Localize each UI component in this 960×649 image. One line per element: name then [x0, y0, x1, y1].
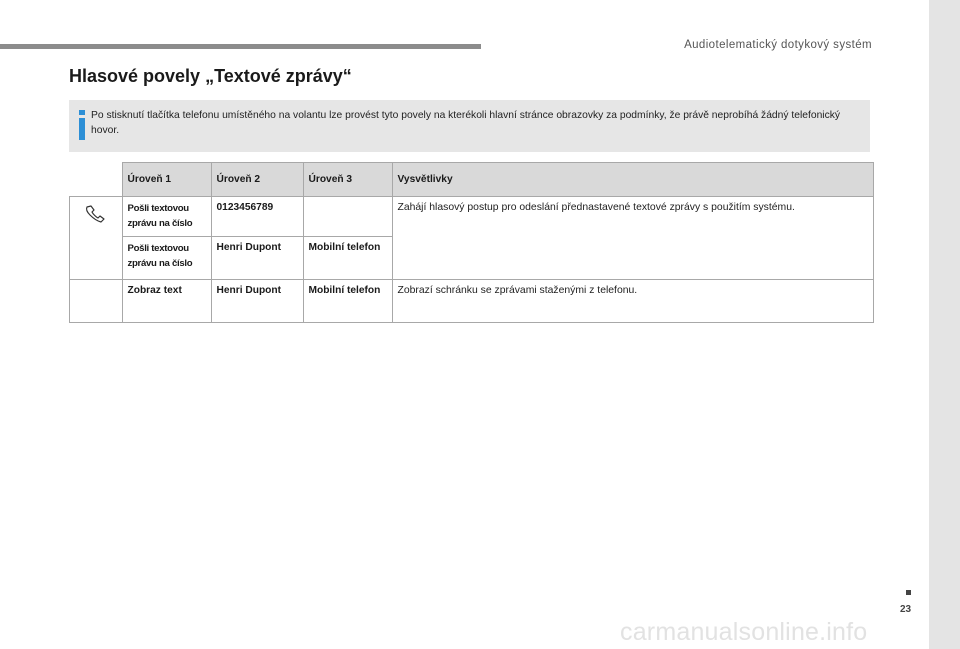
watermark-text: carmanualsonline.info: [620, 618, 868, 646]
header-level-2: Úroveň 2: [211, 163, 303, 197]
cell-explanation: Zahájí hlasový postup pro odeslání přednastavené textové zprávy s použitím systému.: [392, 197, 874, 280]
cell-explanation: Zobrazí schránku se zprávami staženými z telefonu.: [392, 280, 874, 323]
info-icon: [77, 110, 87, 140]
cell-level-3: [303, 197, 392, 237]
cell-level-2: Henri Dupont: [211, 237, 303, 280]
table-row: [70, 280, 874, 323]
cell-level-2: 0123456789: [211, 197, 303, 237]
row-icon-cell: [70, 197, 123, 280]
cell-level-2: Henri Dupont: [211, 280, 303, 323]
header-level-3: Úroveň 3: [303, 163, 392, 197]
header-rule: [0, 44, 481, 49]
section-title: Hlasové povely „Textové zprávy“: [69, 66, 352, 86]
running-title: Audiotelematický dotykový systém: [684, 39, 872, 51]
info-text: Po stisknutí tlačítka telefonu umístěného na volantu lze provést tyto povely na kterékoli hlavní stránce obrazovky za podmínky, že právě neprobíhá žádný telefonický hovor.: [91, 110, 841, 136]
header-icon-cell: [70, 163, 123, 197]
cell-level-1: Zobraz text: [122, 280, 211, 323]
info-note: [69, 100, 870, 152]
table-header-row: [70, 163, 874, 197]
cell-level-1: Pošli textovou zprávu na číslo: [122, 197, 211, 237]
voice-commands-table: [69, 162, 874, 323]
header-explanation: Vysvětlivky: [392, 163, 874, 197]
phone-handset-icon: [83, 203, 109, 225]
table-row: [70, 197, 874, 237]
header-level-1: Úroveň 1: [122, 163, 211, 197]
page-edge-band: [929, 0, 960, 649]
cell-level-3: Mobilní telefon: [303, 280, 392, 323]
cell-level-3: Mobilní telefon: [303, 237, 392, 280]
row-icon-cell-empty: [70, 280, 123, 323]
cell-level-1: Pošli textovou zprávu na číslo: [122, 237, 211, 280]
page-marker: [906, 590, 911, 595]
page-number: 23: [900, 604, 912, 615]
